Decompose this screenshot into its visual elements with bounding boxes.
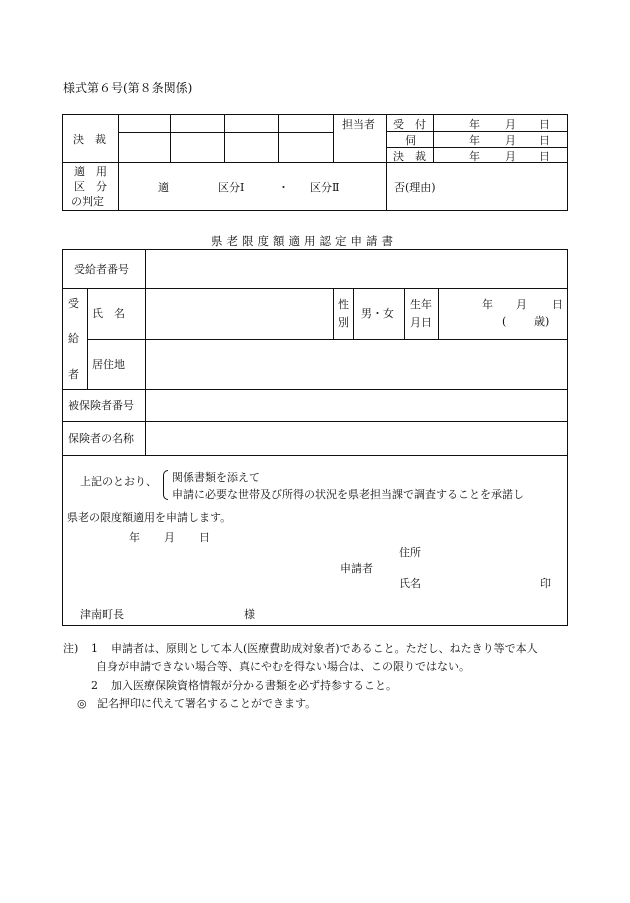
statement-option-2: 申請に必要な世帯及び所得の状況を県老担当課で調査することを承諾し (172, 488, 524, 501)
kubun2-option: 区分Ⅱ (310, 181, 340, 194)
note-2-number: 2 (91, 679, 98, 692)
sign-day: 日 (199, 531, 210, 544)
grid-line (333, 114, 334, 162)
shimei-label: 氏 名 (92, 307, 125, 320)
grid-line (433, 114, 434, 162)
tekiyo-label-2: 区 分 (74, 180, 107, 193)
jukyusha-ju: 受 (68, 297, 79, 310)
kyojuchi-field[interactable] (146, 340, 567, 388)
date-month: 月 (505, 118, 516, 131)
grid-line (87, 288, 88, 389)
shinseisha-label: 申請者 (340, 562, 373, 575)
grid-line (278, 114, 279, 162)
seinen-label: 生年 (410, 298, 432, 311)
jukyusha-bango-field[interactable] (146, 250, 567, 287)
date-day: 日 (539, 150, 550, 163)
gappi-label: 月日 (410, 316, 432, 329)
kessai-label: 決 裁 (73, 133, 106, 146)
age-open: ( (502, 315, 507, 328)
grid-line (333, 288, 334, 339)
statement-option-1: 関係書類を添えて (172, 471, 260, 484)
hokensha-name-field[interactable] (146, 422, 567, 454)
note-3-mark: ◎ (77, 697, 87, 710)
grid-line (118, 132, 334, 133)
gender-options[interactable]: 男・女 (361, 307, 394, 320)
tekiyo-label-3: の判定 (71, 195, 104, 208)
hokensha-name-label: 保険者の名称 (68, 432, 134, 445)
shimei-field[interactable] (146, 289, 332, 338)
grid-line (353, 288, 354, 339)
grid-line (386, 131, 568, 132)
birth-day: 日 (552, 298, 563, 311)
jukyusha-sha: 者 (68, 368, 79, 381)
seal-mark: 印 (540, 577, 551, 590)
uketsuke-label: 受 付 (393, 118, 426, 131)
sign-year: 年 (129, 531, 140, 544)
shimei2-label: 氏名 (399, 577, 421, 590)
separator-dot: ・ (278, 181, 289, 194)
birth-year: 年 (482, 298, 493, 311)
notes-label: 注) (63, 642, 79, 655)
note-1-number: 1 (91, 642, 98, 655)
form-number: 様式第６号(第８条関係) (63, 81, 193, 95)
teki-option: 適 (158, 181, 169, 194)
ukagai-label: 伺 (405, 134, 416, 147)
hi-reason-label: 否(理由) (394, 181, 436, 194)
grid-line (62, 455, 568, 456)
statement-continuation: 県老の限度額適用を申請します。 (67, 511, 232, 524)
grid-line (386, 147, 568, 148)
grid-line (224, 114, 225, 162)
mayor-name: 津南町長 (80, 608, 124, 621)
date-day: 日 (539, 134, 550, 147)
hihokensha-bango-label: 被保険者番号 (68, 399, 134, 412)
grid-line (404, 288, 405, 339)
tantousha-label: 担当者 (342, 118, 375, 131)
sign-month: 月 (164, 531, 175, 544)
grid-line (118, 114, 119, 211)
birth-month: 月 (516, 298, 527, 311)
note-3-text: 記名押印に代えて署名することができます。 (97, 697, 317, 710)
sei-label: 性 (338, 298, 349, 311)
tekiyo-label-1: 適 用 (74, 165, 107, 178)
date-month: 月 (505, 150, 516, 163)
date-month: 月 (505, 134, 516, 147)
age-close: 歳) (534, 315, 550, 328)
kyojuchi-label: 居住地 (92, 358, 125, 371)
grid-line (438, 288, 439, 339)
hihokensha-bango-field[interactable] (146, 390, 567, 420)
sama-label: 様 (244, 608, 255, 621)
note-1-line-2: 自身が申請できない場合等、真にやむを得ない場合は、この限りではない。 (96, 660, 470, 673)
date-year: 年 (469, 134, 480, 147)
grid-line (170, 114, 171, 162)
note-1-line-1: 申請者は、原則として本人(医療費助成対象者)であること。ただし、ねたきり等で本人 (111, 642, 538, 655)
note-2-text: 加入医療保険資格情報が分かる書類を必ず持参すること。 (111, 679, 397, 692)
grid-line (62, 162, 568, 163)
date-year: 年 (469, 150, 480, 163)
date-day: 日 (539, 118, 550, 131)
jusho-label: 住所 (399, 546, 421, 559)
jukyusha-kyu: 給 (68, 332, 79, 345)
jukyusha-bango-label: 受給者番号 (74, 263, 129, 276)
form-title: 県老限度額適用認定申請書 (211, 234, 397, 248)
betsu-label: 別 (338, 316, 349, 329)
grid-line (386, 114, 387, 211)
kessai2-label: 決 裁 (393, 150, 426, 163)
statement-lead: 上記のとおり、 (80, 475, 157, 488)
brace-mark (163, 470, 168, 500)
kubun1-option: 区分Ⅰ (218, 181, 245, 194)
date-year: 年 (469, 118, 480, 131)
